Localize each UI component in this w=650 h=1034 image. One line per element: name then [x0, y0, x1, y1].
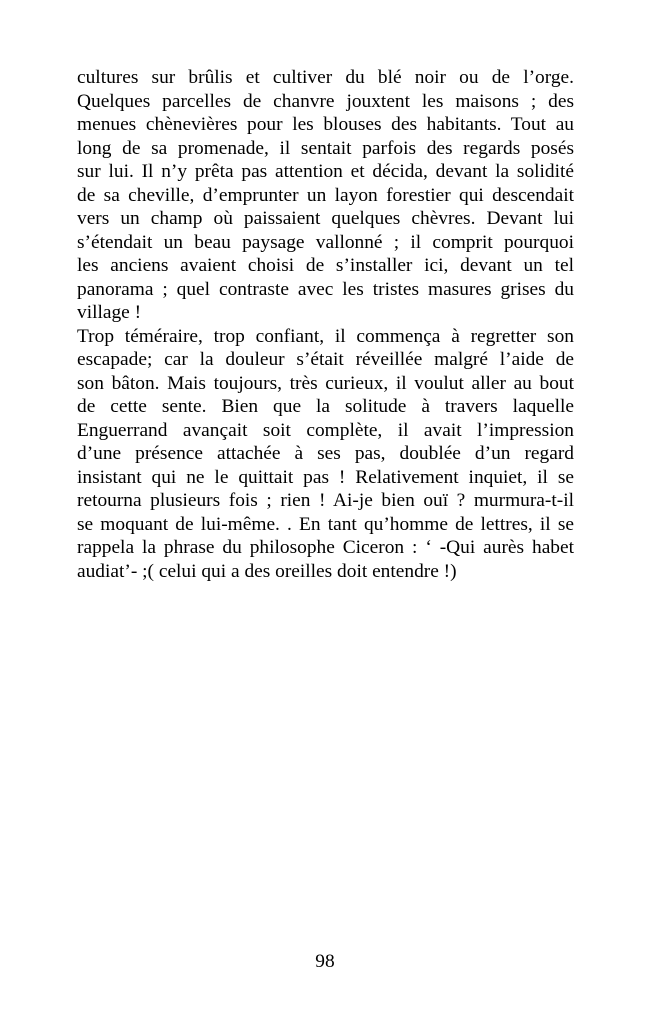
- page-number: 98: [315, 951, 335, 972]
- text-line: Quelques parcelles de chanvre jouxtent les maisons ; des: [77, 90, 574, 112]
- text-line: d’une présence attachée à ses pas, doublée d’un regard: [77, 443, 574, 464]
- text-line: se moquant de lui-même. . En tant qu’homme de lettres, il se: [77, 513, 574, 535]
- text-line: retourna plusieurs fois ; rien ! Ai-je bien ouï ? murmura-t-il: [77, 490, 574, 511]
- body-text: [77, 66, 574, 583]
- text-line: village !: [77, 302, 142, 323]
- text-line: de cette sente. Bien que la solitude à travers laquelle: [77, 396, 574, 417]
- text-line: les anciens avaient choisi de s’installer ici, devant un tel: [77, 255, 574, 276]
- text-line: sur lui. Il n’y prêta pas attention et décida, devant la solidité: [77, 161, 574, 182]
- text-line: rappela la phrase du philosophe Ciceron : ‘ -Qui aurès habet: [77, 537, 574, 558]
- text-line: Enguerrand avançait soit complète, il avait l’impression: [77, 419, 574, 441]
- text-line: panorama ; quel contraste avec les tristes masures grises du: [77, 278, 574, 300]
- text-line: cultures sur brûlis et cultiver du blé noir ou de l’orge.: [77, 67, 574, 88]
- text-line: de sa cheville, d’emprunter un layon forestier qui descendait: [77, 184, 574, 206]
- text-line: insistant qui ne le quittait pas ! Relativement inquiet, il se: [77, 466, 574, 488]
- text-line: son bâton. Mais toujours, très curieux, il voulut aller au bout: [77, 372, 574, 394]
- text-line: menues chènevières pour les blouses des habitants. Tout au: [77, 114, 574, 135]
- text-line: vers un champ où paissaient quelques chèvres. Devant lui: [77, 208, 574, 229]
- text-line: s’étendait un beau paysage vallonné ; il comprit pourquoi: [77, 231, 574, 253]
- text-line: Trop téméraire, trop confiant, il commença à regretter son: [77, 325, 574, 347]
- paragraph-2: [77, 325, 574, 584]
- paragraph-1: [77, 66, 574, 325]
- text-line: long de sa promenade, il sentait parfois des regards posés: [77, 137, 574, 159]
- text-line: audiat’- ;( celui qui a des oreilles doit entendre !): [77, 560, 457, 582]
- text-line: escapade; car la douleur s’était réveillée malgré l’aide de: [77, 349, 574, 370]
